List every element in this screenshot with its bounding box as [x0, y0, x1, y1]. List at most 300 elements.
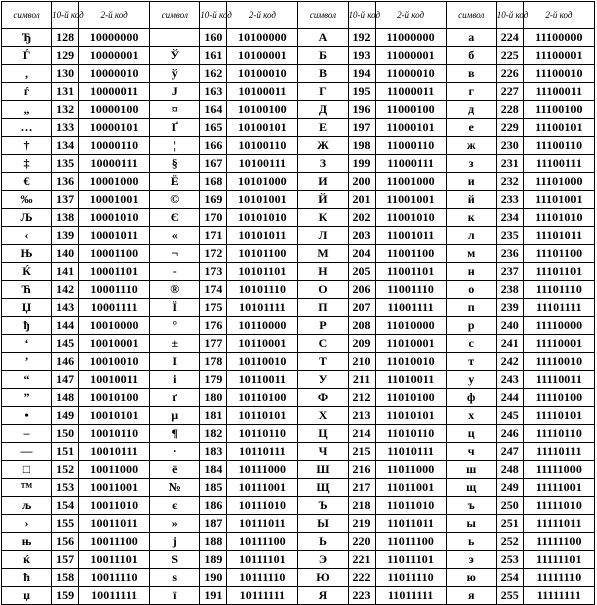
decimal-cell: 152	[52, 461, 79, 479]
symbol-cell: к	[446, 209, 496, 227]
decimal-cell: 177	[200, 335, 227, 353]
binary-cell: 11011101	[375, 551, 446, 569]
symbol-cell: ’	[2, 353, 52, 371]
header-decimal: 10-й код	[52, 2, 79, 29]
table-row	[2, 515, 595, 533]
binary-cell: 10000100	[79, 101, 150, 119]
symbol-cell: —	[2, 443, 52, 461]
symbol-cell: »	[150, 515, 200, 533]
decimal-cell: 215	[348, 443, 375, 461]
table-row	[2, 119, 595, 137]
decimal-cell: 153	[52, 479, 79, 497]
symbol-cell: Е	[298, 119, 348, 137]
symbol-cell: љ	[2, 497, 52, 515]
decimal-cell: 167	[200, 155, 227, 173]
binary-cell: 10000010	[79, 65, 150, 83]
binary-cell: 11100011	[523, 83, 594, 101]
symbol-cell: Н	[298, 263, 348, 281]
symbol-cell: ©	[150, 191, 200, 209]
decimal-cell: 224	[496, 29, 523, 47]
binary-cell: 10010110	[79, 425, 150, 443]
decimal-cell: 157	[52, 551, 79, 569]
binary-cell: 10011011	[79, 515, 150, 533]
binary-cell: 11000111	[375, 155, 446, 173]
binary-cell: 11100001	[523, 47, 594, 65]
decimal-cell: 139	[52, 227, 79, 245]
binary-cell: 11101110	[523, 281, 594, 299]
symbol-cell: а	[446, 29, 496, 47]
binary-cell: 11010101	[375, 407, 446, 425]
table-row	[2, 497, 595, 515]
decimal-cell: 186	[200, 497, 227, 515]
decimal-cell: 133	[52, 119, 79, 137]
binary-cell: 11110011	[523, 371, 594, 389]
binary-cell: 10010100	[79, 389, 150, 407]
symbol-cell: я	[446, 587, 496, 605]
symbol-cell: х	[446, 407, 496, 425]
symbol-cell: Ё	[150, 173, 200, 191]
binary-cell: 11111100	[523, 533, 594, 551]
symbol-cell: и	[446, 173, 496, 191]
symbol-cell: о	[446, 281, 496, 299]
symbol-cell: Ь	[298, 533, 348, 551]
symbol-cell: Ж	[298, 137, 348, 155]
decimal-cell: 179	[200, 371, 227, 389]
table-row	[2, 407, 595, 425]
decimal-cell: 255	[496, 587, 523, 605]
symbol-cell: ‡	[2, 155, 52, 173]
binary-cell: 10010010	[79, 353, 150, 371]
binary-cell: 11000110	[375, 137, 446, 155]
symbol-cell: ±	[150, 335, 200, 353]
decimal-cell: 146	[52, 353, 79, 371]
symbol-cell: г	[446, 83, 496, 101]
decimal-cell: 234	[496, 209, 523, 227]
symbol-cell: Т	[298, 353, 348, 371]
symbol-cell: •	[2, 407, 52, 425]
table-row	[2, 587, 595, 605]
binary-cell: 10101010	[227, 209, 298, 227]
symbol-cell: Ю	[298, 569, 348, 587]
table-row	[2, 389, 595, 407]
symbol-cell: Ћ	[2, 281, 52, 299]
decimal-cell: 220	[348, 533, 375, 551]
decimal-cell: 150	[52, 425, 79, 443]
symbol-cell: „	[2, 101, 52, 119]
decimal-cell: 132	[52, 101, 79, 119]
symbol-cell: М	[298, 245, 348, 263]
decimal-cell: 238	[496, 281, 523, 299]
table-row	[2, 551, 595, 569]
decimal-cell: 196	[348, 101, 375, 119]
binary-cell: 11000101	[375, 119, 446, 137]
symbol-cell: ®	[150, 281, 200, 299]
symbol-cell: ћ	[2, 569, 52, 587]
symbol-cell: э	[446, 551, 496, 569]
symbol-cell: ѓ	[2, 83, 52, 101]
binary-cell: 10001100	[79, 245, 150, 263]
decimal-cell: 210	[348, 353, 375, 371]
symbol-cell: ј	[150, 533, 200, 551]
symbol-cell: ¶	[150, 425, 200, 443]
decimal-cell: 242	[496, 353, 523, 371]
binary-cell: 10100100	[227, 101, 298, 119]
symbol-cell: Ф	[298, 389, 348, 407]
header-symbol: символ	[298, 2, 348, 29]
symbol-cell: і	[150, 371, 200, 389]
decimal-cell: 208	[348, 317, 375, 335]
decimal-cell: 176	[200, 317, 227, 335]
binary-cell: 10001101	[79, 263, 150, 281]
binary-cell: 11001010	[375, 209, 446, 227]
decimal-cell: 216	[348, 461, 375, 479]
decimal-cell: 244	[496, 389, 523, 407]
symbol-cell: ™	[2, 479, 52, 497]
binary-cell: 10110110	[227, 425, 298, 443]
symbol-cell: Ш	[298, 461, 348, 479]
binary-cell: 10000111	[79, 155, 150, 173]
decimal-cell: 189	[200, 551, 227, 569]
decimal-cell: 239	[496, 299, 523, 317]
table-row	[2, 371, 595, 389]
symbol-cell: ґ	[150, 389, 200, 407]
symbol-cell: в	[446, 65, 496, 83]
decimal-cell: 181	[200, 407, 227, 425]
symbol-cell: П	[298, 299, 348, 317]
table-row	[2, 479, 595, 497]
symbol-cell: ж	[446, 137, 496, 155]
decimal-cell: 212	[348, 389, 375, 407]
decimal-cell: 250	[496, 497, 523, 515]
binary-cell: 10011110	[79, 569, 150, 587]
decimal-cell: 192	[348, 29, 375, 47]
header-symbol: символ	[150, 2, 200, 29]
binary-cell: 10001000	[79, 173, 150, 191]
binary-cell: 11110010	[523, 353, 594, 371]
symbol-cell: Љ	[2, 209, 52, 227]
table-row	[2, 29, 595, 47]
binary-cell: 11110000	[523, 317, 594, 335]
binary-cell: 10100101	[227, 119, 298, 137]
table-row	[2, 533, 595, 551]
binary-cell: 10011111	[79, 587, 150, 605]
binary-cell: 11110101	[523, 407, 594, 425]
binary-cell: 10111000	[227, 461, 298, 479]
binary-cell: 11100110	[523, 137, 594, 155]
header-decimal: 10-й код	[348, 2, 375, 29]
symbol-cell: ‹	[2, 227, 52, 245]
decimal-cell: 218	[348, 497, 375, 515]
symbol-cell: л	[446, 227, 496, 245]
decimal-cell: 174	[200, 281, 227, 299]
decimal-cell: 136	[52, 173, 79, 191]
header-decimal: 10-й код	[200, 2, 227, 29]
binary-cell: 11000001	[375, 47, 446, 65]
symbol-cell: Ђ	[2, 29, 52, 47]
decimal-cell: 213	[348, 407, 375, 425]
decimal-cell: 178	[200, 353, 227, 371]
symbol-cell: ы	[446, 515, 496, 533]
binary-cell: 10101011	[227, 227, 298, 245]
decimal-cell: 144	[52, 317, 79, 335]
symbol-cell: †	[2, 137, 52, 155]
symbol-cell: Ў	[150, 47, 200, 65]
symbol-cell: ш	[446, 461, 496, 479]
binary-cell: 10100110	[227, 137, 298, 155]
binary-cell: 10000110	[79, 137, 150, 155]
binary-cell: 10010101	[79, 407, 150, 425]
symbol-cell: Я	[298, 587, 348, 605]
symbol-cell: З	[298, 155, 348, 173]
binary-cell: 10001001	[79, 191, 150, 209]
binary-cell: 11001000	[375, 173, 446, 191]
symbol-cell: н	[446, 263, 496, 281]
decimal-cell: 159	[52, 587, 79, 605]
symbol-cell: ›	[2, 515, 52, 533]
decimal-cell: 198	[348, 137, 375, 155]
decimal-cell: 163	[200, 83, 227, 101]
symbol-cell: Џ	[2, 299, 52, 317]
symbol-cell: щ	[446, 479, 496, 497]
binary-cell: 11110110	[523, 425, 594, 443]
decimal-cell: 248	[496, 461, 523, 479]
table-row	[2, 425, 595, 443]
symbol-cell: Л	[298, 227, 348, 245]
decimal-cell: 194	[348, 65, 375, 83]
binary-cell: 10111110	[227, 569, 298, 587]
table-row	[2, 209, 595, 227]
symbol-cell: ц	[446, 425, 496, 443]
decimal-cell: 201	[348, 191, 375, 209]
binary-cell: 11000011	[375, 83, 446, 101]
binary-cell: 11000010	[375, 65, 446, 83]
binary-cell: 11001100	[375, 245, 446, 263]
decimal-cell: 230	[496, 137, 523, 155]
binary-cell: 11101000	[523, 173, 594, 191]
symbol-cell: ”	[2, 389, 52, 407]
table-header	[2, 2, 595, 29]
header-binary: 2-й код	[523, 2, 594, 29]
binary-cell: 10101111	[227, 299, 298, 317]
symbol-cell: ‰	[2, 191, 52, 209]
binary-cell: 11011110	[375, 569, 446, 587]
symbol-cell: О	[298, 281, 348, 299]
decimal-cell: 253	[496, 551, 523, 569]
binary-cell: 10101110	[227, 281, 298, 299]
table-row	[2, 47, 595, 65]
symbol-cell: Й	[298, 191, 348, 209]
binary-cell: 11001111	[375, 299, 446, 317]
decimal-cell: 164	[200, 101, 227, 119]
decimal-cell: 246	[496, 425, 523, 443]
symbol-cell: Ї	[150, 299, 200, 317]
binary-cell: 11101011	[523, 227, 594, 245]
table-row	[2, 137, 595, 155]
decimal-cell: 162	[200, 65, 227, 83]
binary-cell: 10101000	[227, 173, 298, 191]
symbol-cell: Ы	[298, 515, 348, 533]
symbol-cell: ю	[446, 569, 496, 587]
binary-cell: 11100000	[523, 29, 594, 47]
binary-cell: 11101010	[523, 209, 594, 227]
symbol-cell: Њ	[2, 245, 52, 263]
binary-cell: 10010001	[79, 335, 150, 353]
decimal-cell: 229	[496, 119, 523, 137]
decimal-cell: 158	[52, 569, 79, 587]
binary-cell: 10011010	[79, 497, 150, 515]
symbol-cell: Ѕ	[150, 551, 200, 569]
binary-cell: 10111011	[227, 515, 298, 533]
binary-cell: 10000001	[79, 47, 150, 65]
decimal-cell: 233	[496, 191, 523, 209]
decimal-cell: 175	[200, 299, 227, 317]
symbol-cell: ¤	[150, 101, 200, 119]
decimal-cell: 247	[496, 443, 523, 461]
binary-cell: 11011100	[375, 533, 446, 551]
decimal-cell: 149	[52, 407, 79, 425]
decimal-cell: 166	[200, 137, 227, 155]
symbol-cell: Э	[298, 551, 348, 569]
symbol-cell: ђ	[2, 317, 52, 335]
symbol-cell: ё	[150, 461, 200, 479]
symbol-cell: ў	[150, 65, 200, 83]
binary-cell: 11001001	[375, 191, 446, 209]
symbol-cell: Д	[298, 101, 348, 119]
binary-cell: 10111100	[227, 533, 298, 551]
symbol-cell: Ъ	[298, 497, 348, 515]
symbol-cell: “	[2, 371, 52, 389]
decimal-cell: 222	[348, 569, 375, 587]
table-row	[2, 191, 595, 209]
decimal-cell: 138	[52, 209, 79, 227]
decimal-cell: 137	[52, 191, 79, 209]
decimal-cell: 154	[52, 497, 79, 515]
binary-cell: 11110100	[523, 389, 594, 407]
decimal-cell: 143	[52, 299, 79, 317]
table-row	[2, 263, 595, 281]
decimal-cell: 223	[348, 587, 375, 605]
binary-cell: 10111101	[227, 551, 298, 569]
decimal-cell: 235	[496, 227, 523, 245]
binary-cell: 10100000	[227, 29, 298, 47]
symbol-cell: Р	[298, 317, 348, 335]
decimal-cell: 147	[52, 371, 79, 389]
decimal-cell: 197	[348, 119, 375, 137]
table-row	[2, 245, 595, 263]
symbol-cell: њ	[2, 533, 52, 551]
symbol-cell: №	[150, 479, 200, 497]
binary-cell: 10011000	[79, 461, 150, 479]
decimal-cell: 182	[200, 425, 227, 443]
symbol-cell: Ґ	[150, 119, 200, 137]
symbol-cell: -	[150, 263, 200, 281]
symbol-cell: €	[2, 173, 52, 191]
symbol-cell: ‚	[2, 65, 52, 83]
decimal-cell: 204	[348, 245, 375, 263]
symbol-cell: ¦	[150, 137, 200, 155]
decimal-cell: 231	[496, 155, 523, 173]
binary-cell: 11001101	[375, 263, 446, 281]
binary-cell: 10101100	[227, 245, 298, 263]
binary-cell: 11011000	[375, 461, 446, 479]
binary-cell: 10010000	[79, 317, 150, 335]
decimal-cell: 228	[496, 101, 523, 119]
symbol-cell: Х	[298, 407, 348, 425]
binary-cell: 11100010	[523, 65, 594, 83]
table-body	[2, 29, 595, 605]
symbol-cell: т	[446, 353, 496, 371]
binary-cell: 11111000	[523, 461, 594, 479]
decimal-cell: 251	[496, 515, 523, 533]
symbol-cell: Г	[298, 83, 348, 101]
binary-cell: 11000000	[375, 29, 446, 47]
decimal-cell: 180	[200, 389, 227, 407]
decimal-cell: 183	[200, 443, 227, 461]
symbol-cell: °	[150, 317, 200, 335]
binary-cell: 10100001	[227, 47, 298, 65]
binary-cell: 11111111	[523, 587, 594, 605]
decimal-cell: 236	[496, 245, 523, 263]
decimal-cell: 168	[200, 173, 227, 191]
table-row	[2, 443, 595, 461]
symbol-cell: –	[2, 425, 52, 443]
symbol-cell: п	[446, 299, 496, 317]
decimal-cell: 249	[496, 479, 523, 497]
binary-cell: 11100100	[523, 101, 594, 119]
binary-cell: 10000101	[79, 119, 150, 137]
symbol-cell: б	[446, 47, 496, 65]
symbol-cell: ‘	[2, 335, 52, 353]
decimal-cell: 221	[348, 551, 375, 569]
decimal-cell: 128	[52, 29, 79, 47]
table-row	[2, 83, 595, 101]
decimal-cell: 188	[200, 533, 227, 551]
symbol-cell: ч	[446, 443, 496, 461]
symbol-cell: У	[298, 371, 348, 389]
decimal-cell: 187	[200, 515, 227, 533]
symbol-cell: д	[446, 101, 496, 119]
decimal-cell: 203	[348, 227, 375, 245]
binary-cell: 11010111	[375, 443, 446, 461]
binary-cell: 10111001	[227, 479, 298, 497]
decimal-cell: 191	[200, 587, 227, 605]
binary-cell: 11101100	[523, 245, 594, 263]
binary-cell: 10101001	[227, 191, 298, 209]
binary-cell: 11000100	[375, 101, 446, 119]
header-binary: 2-й код	[375, 2, 446, 29]
decimal-cell: 227	[496, 83, 523, 101]
symbol-cell: µ	[150, 407, 200, 425]
table-row	[2, 461, 595, 479]
binary-cell: 10001011	[79, 227, 150, 245]
decimal-cell: 161	[200, 47, 227, 65]
decimal-cell: 217	[348, 479, 375, 497]
binary-cell: 11100101	[523, 119, 594, 137]
decimal-cell: 142	[52, 281, 79, 299]
decimal-cell: 169	[200, 191, 227, 209]
decimal-cell: 254	[496, 569, 523, 587]
table-row	[2, 299, 595, 317]
table-row	[2, 173, 595, 191]
binary-cell: 10011100	[79, 533, 150, 551]
binary-cell: 11101001	[523, 191, 594, 209]
symbol-cell: Ч	[298, 443, 348, 461]
binary-cell: 10110011	[227, 371, 298, 389]
table-row	[2, 281, 595, 299]
symbol-cell: К	[298, 209, 348, 227]
decimal-cell: 193	[348, 47, 375, 65]
binary-cell: 10110100	[227, 389, 298, 407]
